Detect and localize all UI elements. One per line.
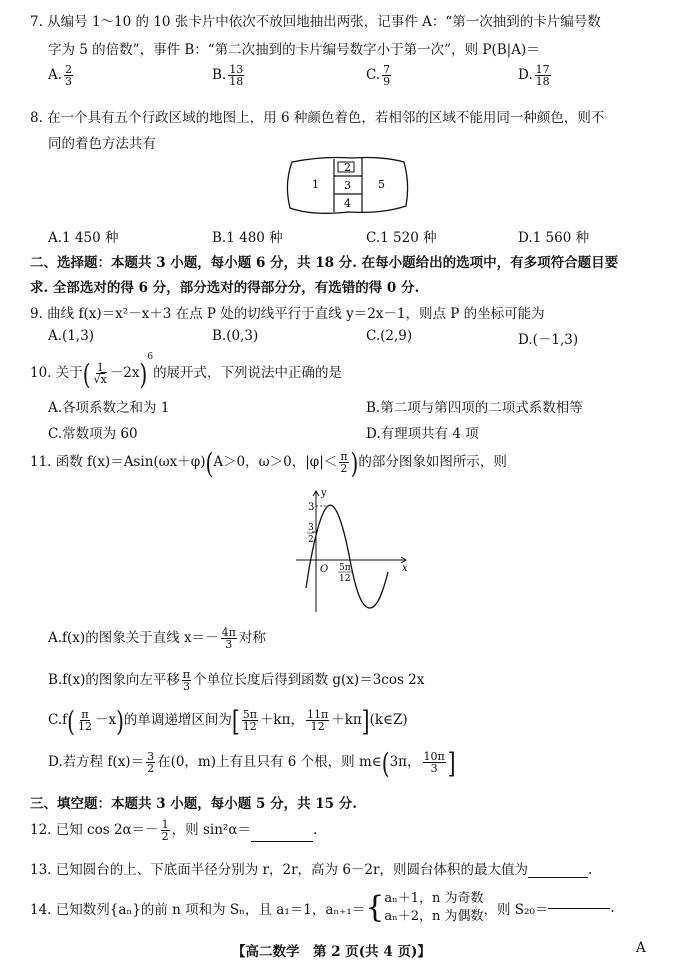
region-2-label: 2	[344, 161, 351, 174]
q7-line1: 7. 从编号 1～10 的 10 张卡片中依次不放回地抽出两张，记事件 A：“第一次抽到的卡片编号数	[30, 14, 601, 30]
q7-option-c: C. $\frac{7}{9}$	[366, 63, 391, 88]
q9-stem: 9. 曲线 f(x)＝x²－x＋3 在点 P 处的切线平行于直线 y＝2x－1，则点 P 的坐标可能为	[30, 306, 545, 322]
q11-option-a: A.f(x)的图象关于直线 x＝－ $\frac{4\pi}{3}$ 对称	[48, 626, 266, 651]
q10-option-a: A.各项系数之和为 1	[48, 400, 170, 416]
graph-x-tick-den: 12	[339, 574, 351, 584]
graph-x-tick-num: 5π	[339, 563, 351, 573]
q10-option-d: D.有理项共有 4 项	[366, 426, 479, 442]
section2-line1: 二、选择题：本题共 3 小题，每小题 6 分，共 18 分. 在每小题给出的选项中，有多项符合题目要	[30, 255, 619, 271]
q8-option-c: C.1 520 种	[366, 230, 437, 246]
q14-answer-blank[interactable]	[548, 908, 610, 909]
paper-version-label: A	[636, 940, 646, 956]
q13-answer-blank[interactable]	[528, 877, 588, 878]
q12-answer-blank[interactable]	[251, 841, 313, 842]
q14-stem: 14. 已知数列{aₙ}的前 n 项和为 Sₙ，且 a₁＝1，aₙ₊₁＝{ aₙ＋1，n 为奇数 aₙ＋2，n 为偶数 ，则 S₂₀＝ .	[30, 890, 615, 925]
q10-stem: 10. 关于( $\frac{1}{√x}$ －2x)$^6$的展开式，下列说法中正确的是	[30, 352, 343, 391]
q13-stem: 13. 已知圆台的上、下底面半径分别为 r，2r，高为 6－2r，则圆台体积的最大值为 .	[30, 862, 593, 878]
q7-option-a: A. $\frac{2}{3}$	[48, 63, 73, 88]
q8-option-a: A.1 450 种	[48, 230, 119, 246]
q9-option-c: C.(2,9)	[366, 328, 413, 344]
q7-option-b: B. $\frac{13}{18}$	[212, 63, 244, 88]
q8-option-b: B.1 480 种	[212, 230, 283, 246]
q8-line2: 同的着色方法共有	[48, 136, 156, 152]
region-5-label: 5	[378, 178, 385, 191]
section3-title: 三、填空题：本题共 3 小题，每小题 5 分，共 15 分.	[30, 796, 357, 812]
graph-x-label: x	[402, 563, 408, 574]
page-footer: 【高二数学 第 2 页(共 4 页)】	[232, 944, 431, 960]
section2-line2: 求. 全部选对的得 6 分，部分选对的得部分分，有选错的得 0 分.	[30, 280, 420, 296]
graph-y-tick-3: 3	[308, 502, 315, 513]
q8-line1: 8. 在一个具有五个行政区域的地图上，用 6 种颜色着色，若相邻的区域不能用同一种颜色，则不	[30, 110, 605, 126]
q7-line2: 字为 5 的倍数”，事件 B：“第二次抽到的卡片编号数字小于第一次”，则 P(B|A)＝	[48, 42, 540, 58]
q11-sine-graph	[292, 488, 412, 616]
q9-option-b: B.(0,3)	[212, 328, 259, 344]
q12-stem: 12. 已知 cos 2α＝－ $\frac{1}{2}$ ，则 sin²α＝ .	[30, 818, 318, 843]
q9-option-d: D.(－1,3)	[518, 332, 579, 348]
q9-option-a: A.(1,3)	[48, 328, 95, 344]
graph-origin-label: O	[320, 564, 329, 575]
q11-stem: 11. 函数 f(x)＝Asin(ωx＋φ)(A＞0，ω＞0，|φ|＜ $\frac{\pi}{2}$ )的部分图象如图所示，则	[30, 445, 507, 480]
region-1-label: 1	[312, 178, 319, 191]
q11-option-d: D.若方程 f(x)＝ $\frac{3}{2}$ 在(0，m)上有且只有 6 个根，则 m∈(3π， $\frac{10\pi}{3}$ ]	[48, 745, 456, 780]
graph-y-tick-32-num: 3	[308, 523, 314, 533]
region-3-label: 3	[344, 179, 351, 192]
q11-option-b: B.f(x)的图象向左平移 $\frac{\pi}{3}$ 个单位长度后得到函数 g(x)＝3cos 2x	[48, 668, 425, 693]
region-map-figure	[282, 154, 414, 218]
q11-option-c: C.f( $\frac{\pi}{12}$ －x)的单调递增区间为[ $\frac{5\pi}{12}$ ＋kπ， $\frac{11\pi}{12}$ ＋kπ](k∈Z)	[48, 703, 408, 738]
q10-option-c: C.常数项为 60	[48, 426, 138, 442]
graph-y-label: y	[321, 488, 327, 499]
region-4-label: 4	[344, 197, 351, 210]
q8-option-d: D.1 560 种	[518, 230, 590, 246]
q7-option-d: D. $\frac{17}{18}$	[518, 63, 550, 88]
q10-option-b: B.第二项与第四项的二项式系数相等	[366, 400, 583, 416]
graph-y-tick-32-den: 2	[308, 535, 314, 545]
